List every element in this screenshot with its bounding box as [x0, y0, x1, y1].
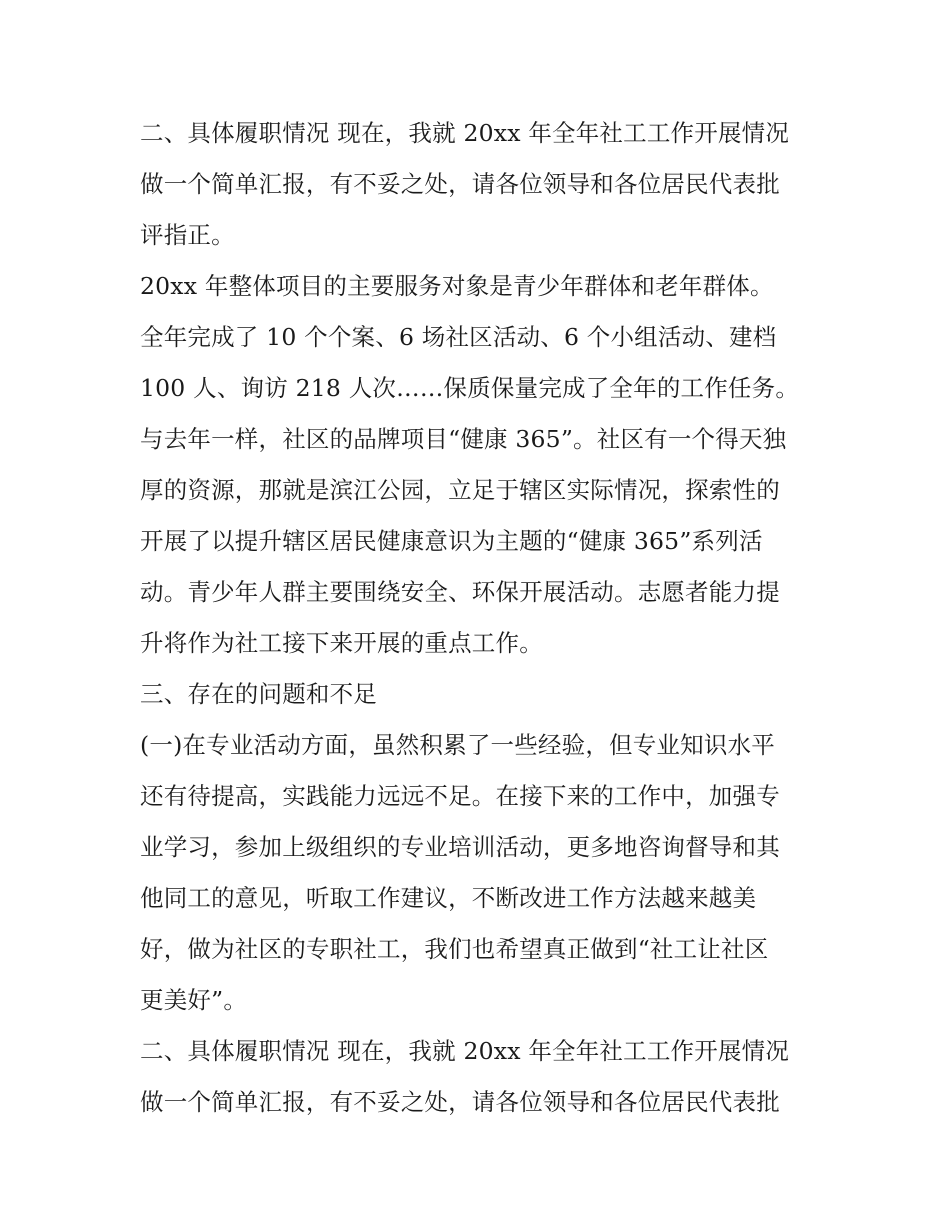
text-line-19: 二、具体履职情况 现在，我就 20xx 年全年社工工作开展情况 [140, 1037, 790, 1065]
text-line-13: (一)在专业活动方面，虽然积累了一些经验，但专业知识水平 [140, 731, 775, 759]
text-line-20: 做一个简单汇报，有不妥之处，请各位领导和各位居民代表批 [140, 1088, 780, 1116]
document-body [140, 108, 820, 1128]
text-line-11: 升将作为社工接下来开展的重点工作。 [140, 629, 543, 657]
text-line-7: 与去年一样，社区的品牌项目“健康 365”。社区有一个得天独 [140, 425, 787, 453]
text-line-6: 100 人、询访 218 人次……保质保量完成了全年的工作任务。 [140, 374, 800, 402]
text-line-8: 厚的资源，那就是滨江公园，立足于辖区实际情况，探索性的 [140, 476, 780, 504]
text-line-10: 动。青少年人群主要围绕安全、环保开展活动。志愿者能力提 [140, 578, 780, 606]
text-line-17: 好，做为社区的专职社工，我们也希望真正做到“社工让社区 [140, 935, 769, 963]
text-line-1: 二、具体履职情况 现在，我就 20xx 年全年社工工作开展情况 [140, 119, 790, 147]
text-line-16: 他同工的意见，听取工作建议，不断改进工作方法越来越美 [140, 884, 757, 912]
text-line-14: 还有待提高，实践能力远远不足。在接下来的工作中，加强专 [140, 782, 780, 810]
text-line-5: 全年完成了 10 个个案、6 场社区活动、6 个小组活动、建档 [140, 323, 777, 351]
text-line-4: 20xx 年整体项目的主要服务对象是青少年群体和老年群体。 [140, 272, 774, 300]
section-heading: 三、存在的问题和不足 [140, 680, 377, 708]
text-line-15: 业学习，参加上级组织的专业培训活动，更多地咨询督导和其 [140, 833, 780, 861]
text-line-2: 做一个简单汇报，有不妥之处，请各位领导和各位居民代表批 [140, 170, 780, 198]
text-line-9: 开展了以提升辖区居民健康意识为主题的“健康 365”系列活 [140, 527, 763, 555]
text-line-3: 评指正。 [140, 221, 235, 249]
text-line-18: 更美好”。 [140, 986, 248, 1014]
